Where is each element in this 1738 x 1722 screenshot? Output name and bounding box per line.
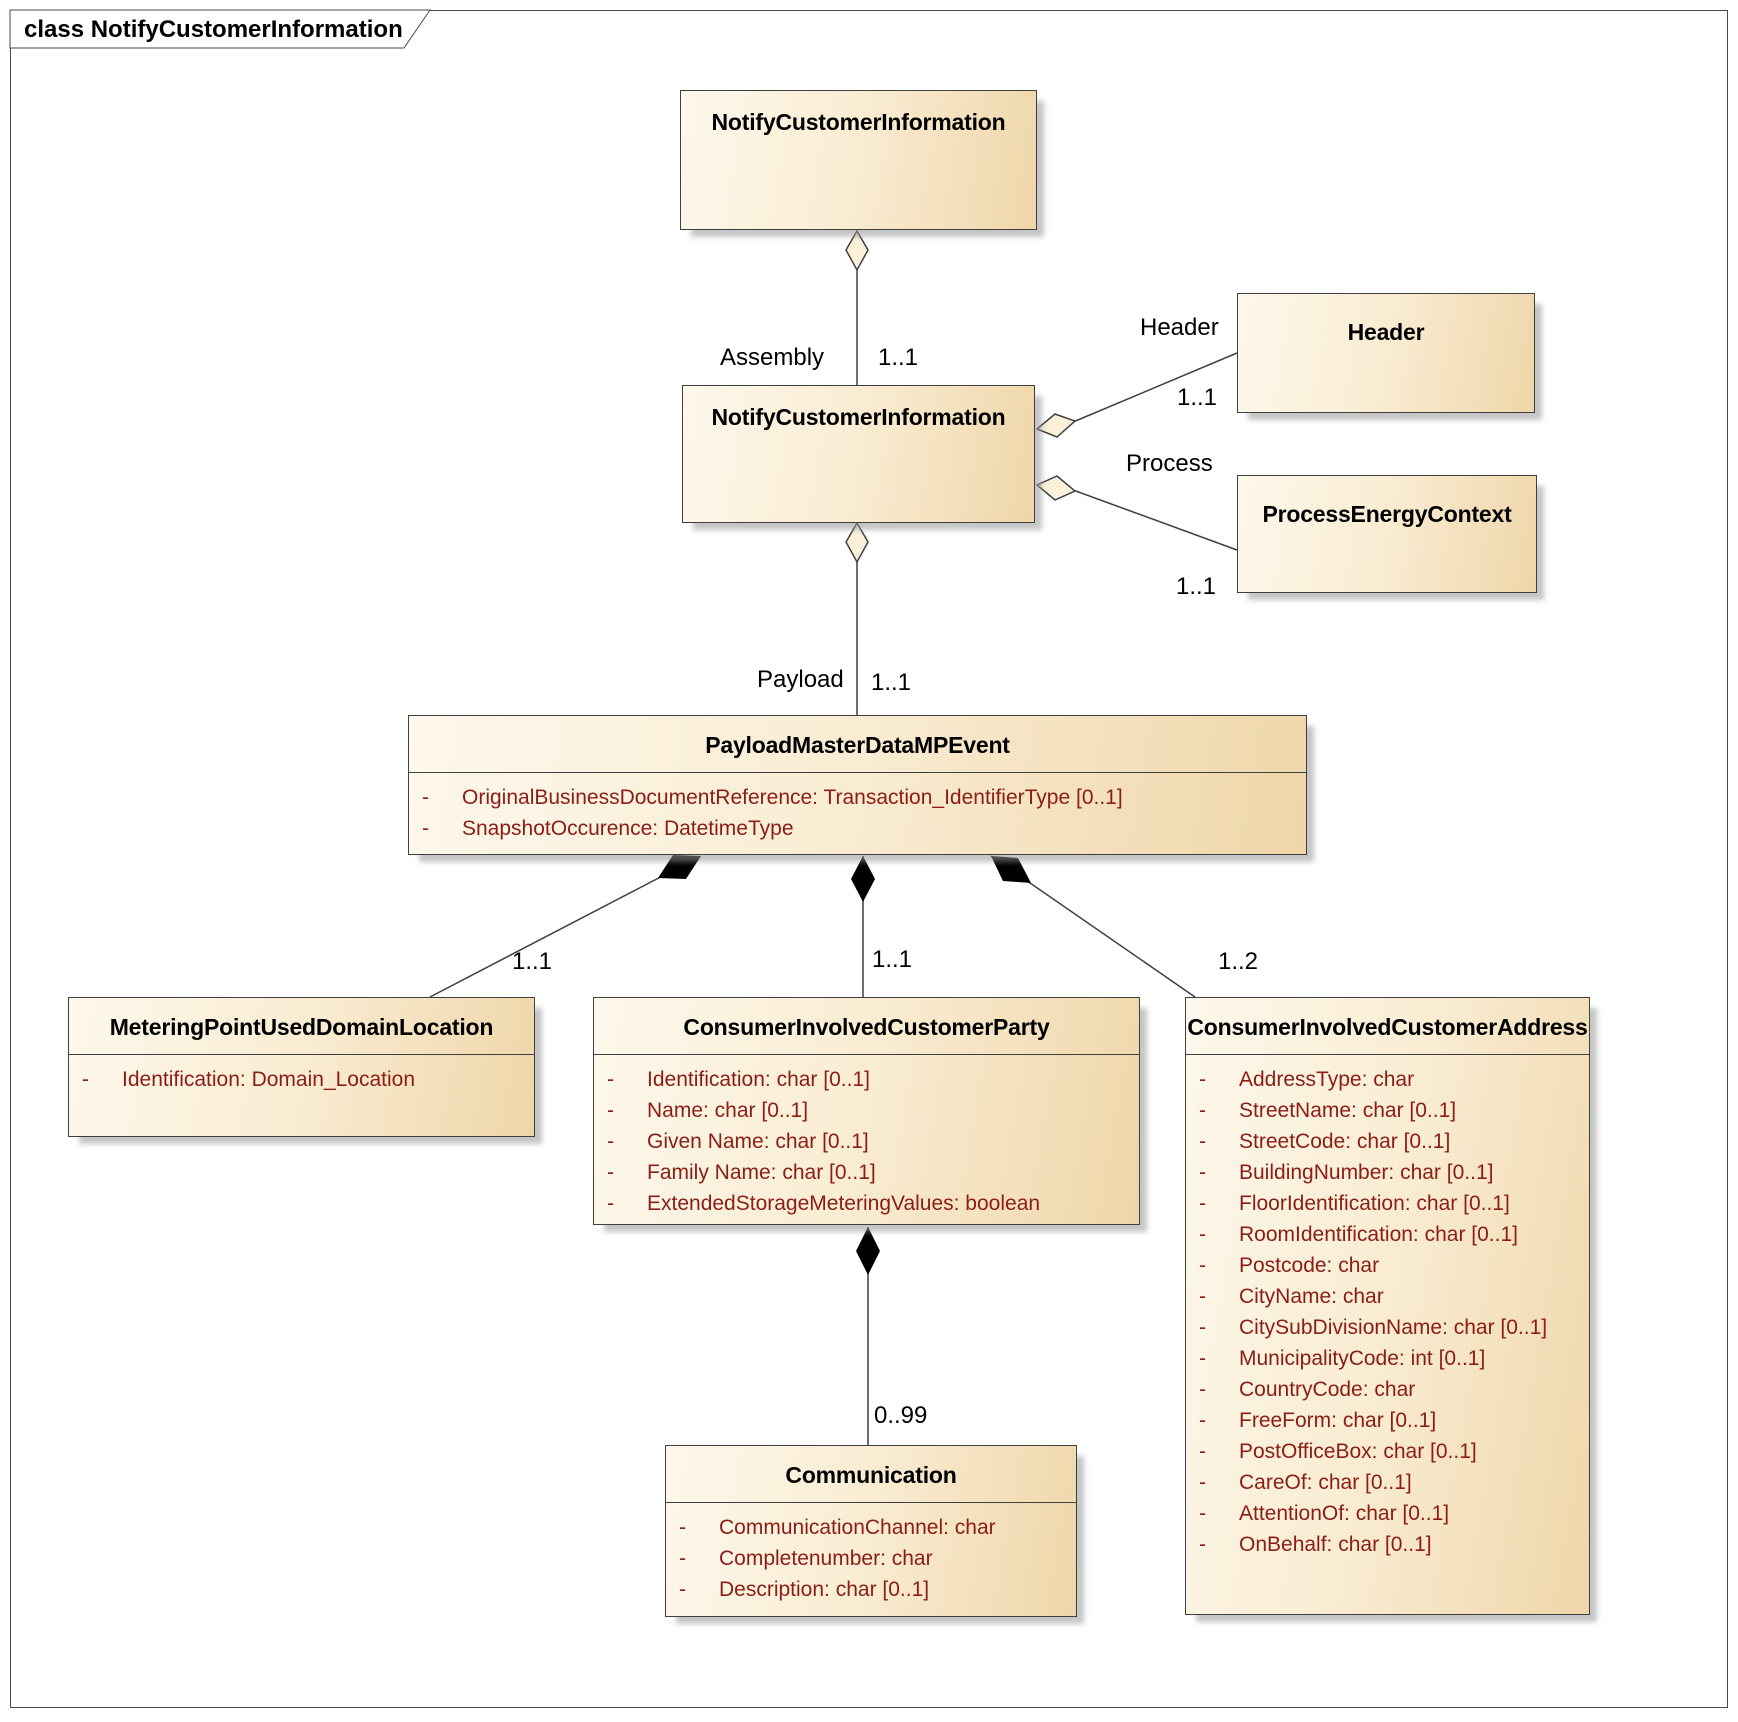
attribute-row: - BuildingNumber: char [0..1] — [1199, 1161, 1494, 1184]
class-name: Header — [1347, 319, 1425, 345]
attribute-compartment — [69, 1054, 534, 1095]
assembly-connector[interactable] — [846, 231, 868, 385]
attribute-row: - RoomIdentification: char [0..1] — [1199, 1223, 1518, 1246]
attribute-row: - Name: char [0..1] — [607, 1099, 809, 1122]
class-name: NotifyCustomerInformation — [711, 404, 1006, 430]
attribute-row: - StreetCode: char [0..1] — [1199, 1130, 1451, 1153]
class-name: ConsumerInvolvedCustomerParty — [683, 1014, 1050, 1040]
process-multiplicity-label: 1..1 — [1176, 573, 1217, 600]
attribute-row: - Completenumber: char — [679, 1547, 933, 1570]
class-box-consumerinvolvedcustomeraddress[interactable] — [1185, 997, 1590, 1615]
attribute-row: - CityName: char — [1199, 1285, 1384, 1308]
consumer-party-connector[interactable] — [851, 856, 875, 997]
class-name: NotifyCustomerInformation — [711, 109, 1006, 135]
attribute-row: - CitySubDivisionName: char [0..1] — [1199, 1316, 1548, 1339]
header-multiplicity-label: 1..1 — [1177, 384, 1218, 411]
class-name: Communication — [785, 1462, 957, 1488]
attribute-row: - ExtendedStorageMeteringValues: boolean — [607, 1192, 1041, 1215]
attribute-row: - FreeForm: char [0..1] — [1199, 1409, 1437, 1432]
payload-role-label: Payload — [757, 666, 844, 693]
attribute-row: - PostOfficeBox: char [0..1] — [1199, 1440, 1477, 1463]
consumer-address-connector[interactable] — [991, 856, 1195, 997]
composition-diamond-icon — [991, 856, 1031, 883]
class-box-processenergycontext[interactable] — [1237, 475, 1537, 593]
attribute-row: - FloorIdentification: char [0..1] — [1199, 1192, 1510, 1215]
attribute-row: - AddressType: char — [1199, 1068, 1415, 1091]
attribute-row: - CountryCode: char — [1199, 1378, 1416, 1401]
aggregation-diamond-icon — [1037, 476, 1075, 500]
composition-diamond-icon — [658, 855, 701, 879]
class-name: ConsumerInvolvedCustomerAddress — [1187, 1014, 1588, 1040]
attribute-row: - Description: char [0..1] — [679, 1578, 930, 1601]
aggregation-diamond-icon — [846, 523, 868, 562]
class-name: ProcessEnergyContext — [1262, 501, 1512, 527]
process-role-label: Process — [1126, 450, 1213, 477]
attribute-compartment — [409, 772, 1306, 844]
attribute-compartment — [666, 1502, 1076, 1605]
attribute-row: - Given Name: char [0..1] — [607, 1130, 869, 1153]
class-box-communication[interactable] — [665, 1445, 1077, 1617]
assembly-multiplicity-label: 1..1 — [878, 344, 919, 371]
attribute-row: - CareOf: char [0..1] — [1199, 1471, 1412, 1494]
composition-diamond-icon — [856, 1227, 880, 1275]
diagram-title: class NotifyCustomerInformation — [24, 16, 403, 43]
consumer-address-multiplicity-label: 1..2 — [1218, 948, 1259, 975]
attribute-row: - OriginalBusinessDocumentReference: Transaction_IdentifierType [0..1] — [422, 786, 1123, 809]
attribute-row: - OnBehalf: char [0..1] — [1199, 1533, 1432, 1556]
payload-multiplicity-label: 1..1 — [871, 669, 912, 696]
attribute-row: - Postcode: char — [1199, 1254, 1380, 1277]
metering-point-multiplicity-label: 1..1 — [512, 948, 553, 975]
attribute-row: - Identification: Domain_Location — [82, 1068, 416, 1091]
class-name: PayloadMasterDataMPEvent — [705, 732, 1010, 758]
attribute-row: - Identification: char [0..1] — [607, 1068, 870, 1091]
class-name: MeteringPointUsedDomainLocation — [109, 1014, 494, 1040]
consumer-party-multiplicity-label: 1..1 — [872, 946, 913, 973]
class-box-notifycustomerinformation-assembly[interactable] — [682, 385, 1035, 523]
attribute-compartment — [1186, 1054, 1589, 1560]
class-box-payloadmasterdatampevent[interactable] — [408, 715, 1307, 855]
communication-multiplicity-label: 0..99 — [874, 1402, 928, 1429]
attribute-row: - AttentionOf: char [0..1] — [1199, 1502, 1450, 1525]
aggregation-diamond-icon — [1037, 414, 1075, 437]
assembly-role-label: Assembly — [720, 344, 825, 371]
class-box-header[interactable] — [1237, 293, 1535, 413]
class-box-meteringpointuseddomainlocation[interactable] — [68, 997, 535, 1137]
attribute-row: - SnapshotOccurence: DatetimeType — [422, 817, 794, 840]
aggregation-diamond-icon — [846, 231, 868, 270]
metering-point-connector[interactable] — [430, 855, 701, 997]
class-box-notifycustomerinformation-root[interactable] — [680, 90, 1037, 230]
attribute-compartment — [594, 1054, 1139, 1219]
attribute-row: - MunicipalityCode: int [0..1] — [1199, 1347, 1486, 1370]
header-role-label: Header — [1140, 314, 1219, 341]
payload-connector[interactable] — [846, 523, 868, 716]
process-connector[interactable] — [1037, 476, 1237, 550]
attribute-row: - CommunicationChannel: char — [679, 1516, 996, 1539]
attribute-row: - StreetName: char [0..1] — [1199, 1099, 1457, 1122]
class-box-consumerinvolvedcustomerparty[interactable] — [593, 997, 1140, 1225]
composition-diamond-icon — [851, 856, 875, 902]
attribute-row: - Family Name: char [0..1] — [607, 1161, 876, 1184]
